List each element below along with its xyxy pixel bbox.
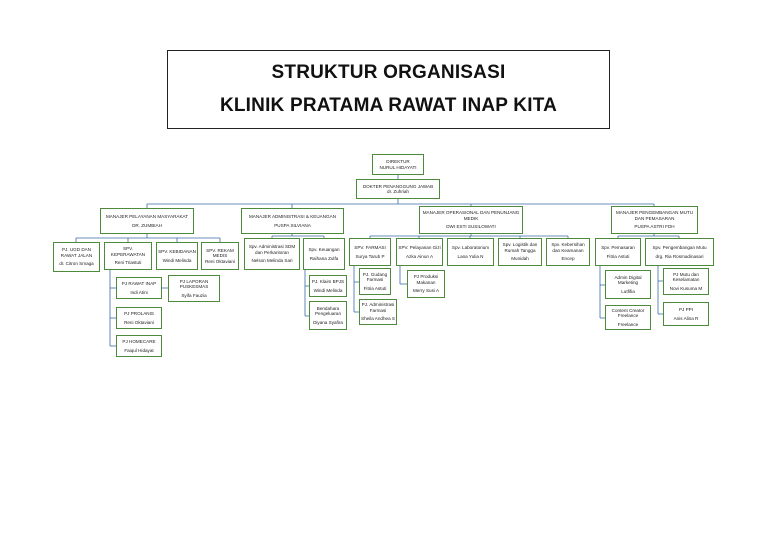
org-node-keperawatan [104, 242, 152, 270]
node-name: DR. ZUMBIAH [132, 222, 162, 228]
org-node-spv-sdm [244, 238, 300, 270]
org-node-manajer-pelayanan [100, 208, 194, 234]
node-name: Anis Alina R [673, 315, 699, 321]
node-name: DWI ESTI SUSILOWATI [446, 224, 496, 230]
node-name: Reni Oktaviani [124, 319, 154, 325]
node-role: MANAJER ADMINISTRASI & KEUANGAN [248, 214, 337, 219]
node-name: Munidah [511, 256, 529, 262]
node-role: DOKTER PENANGGUNG JAWAB [362, 183, 434, 189]
org-node-administrasi-farmasi [359, 299, 397, 325]
node-role: PJ Produksi Makanan [413, 274, 439, 285]
node-role: Spv. Laboratorium [451, 245, 490, 250]
org-node-content-creator [605, 305, 651, 330]
node-role: PJ Mutu dan Keselamatan [672, 271, 700, 283]
node-name: dr. Zuhriah [387, 189, 409, 194]
node-role: PJ. Administrasi Farmasi [361, 302, 395, 313]
node-name: Reni Oktaviani [205, 258, 235, 264]
node-name: Surya Tarub P [355, 253, 385, 259]
node-role: Spv. Pengembangan Mutu [652, 245, 707, 250]
node-role: Content Creator Freelance [611, 307, 645, 319]
node-name: Fitria Astuti [363, 285, 387, 291]
title-line-2: KLINIK PRATAMA RAWAT INAP KITA [219, 95, 558, 116]
org-node-produksi-makanan [407, 270, 445, 298]
org-node-ugd [53, 242, 100, 272]
node-name: Sheila Andhea S [361, 316, 395, 322]
org-node-manajer-pengembangan [611, 206, 698, 234]
node-role: PJ. UGD DAN RAWAT JALAN [60, 247, 93, 258]
node-name: NURUL HIDAYATI [379, 164, 417, 170]
node-role: PJ PPI [678, 307, 694, 312]
node-name: Windi Melinda [313, 287, 343, 293]
node-role: Spv. Logistik dan Rumah Tangga [502, 242, 538, 253]
node-role: SPV. KEPERAWATAN [110, 246, 146, 257]
node-role: PJ LAPORAN PUSKESMAS [179, 278, 209, 290]
org-node-gudang-farmasi [359, 268, 391, 295]
node-role: MANAJER PENGEMBANGAN MUTU DAN PEMASARAN [615, 210, 694, 221]
org-node-prolanis [116, 307, 162, 329]
node-role: PJ. Klaim BPJS [311, 279, 345, 284]
node-name: Merry Susi A [412, 288, 440, 294]
org-node-manajer-administrasi [241, 208, 344, 234]
node-role: Spv. Keuangan [308, 247, 340, 252]
node-role: PJ HOMECARE [122, 339, 156, 344]
node-name: Windi Melinda [162, 257, 192, 263]
org-node-laporan-puskesmas [168, 275, 220, 302]
node-role: Spv. Pemasaran [601, 245, 635, 250]
node-name: Nelson Melinda Sari [251, 258, 293, 264]
node-name: Lana Yulia N [457, 253, 484, 259]
org-node-manajer-operasional [419, 206, 523, 234]
node-role: Admin Digital Marketing [614, 274, 642, 286]
org-node-rawat-inap [116, 277, 162, 299]
node-role: SPV. KEBIDANAN [158, 249, 196, 254]
node-role: PJ RAWAT INAP [121, 281, 157, 286]
org-node-spv-logistik [498, 238, 542, 266]
org-node-spv-mutu [645, 238, 714, 266]
org-node-direktur [372, 154, 424, 175]
node-name: PUSPA SILVIANA [274, 222, 311, 228]
org-node-spv-farmasi [349, 238, 391, 266]
org-node-homecare [116, 335, 162, 357]
org-node-spv-pemasaran [595, 238, 641, 266]
node-role: SPV. REKAM MEDIS [206, 247, 234, 259]
node-role: Bendahara Pengeluaran [314, 305, 342, 317]
node-name: Fitria Astuti [606, 253, 630, 259]
org-node-rekam-medis [201, 242, 239, 270]
node-role: PJ. Gudang Farmasi [362, 271, 388, 283]
node-name: Syifa Fauzia [181, 292, 207, 298]
node-role: SPV. Pelayanan Gizi [398, 245, 441, 250]
node-name: Raihana Zulfa [309, 255, 339, 261]
org-node-dokter-penanggung-jawab [356, 179, 440, 199]
node-name: Lutfifia [621, 288, 635, 294]
org-node-kebidanan [156, 242, 198, 270]
org-node-mutu-keselamatan [663, 268, 709, 295]
node-name: Azka Ainun A [405, 253, 434, 259]
org-node-klaim-bpjs [309, 275, 347, 297]
node-name: dr. Citron Smaga [59, 261, 94, 267]
node-role: DIREKTUR [386, 159, 410, 164]
node-role: MANAJER PELAYANAN MASYARAKAT [105, 214, 189, 219]
org-node-spv-gizi [396, 238, 443, 266]
node-name: Novi Kusuma M [669, 285, 703, 291]
org-node-spv-keuangan [303, 238, 345, 270]
org-node-spv-kebersihan [546, 238, 590, 266]
node-name: Diyana Syafira [313, 319, 343, 325]
title-line-1: STRUKTUR ORGANISASI [271, 62, 506, 83]
node-name: Encep [561, 256, 575, 262]
node-role: Spv. Administrasi SDM dan Perkantoran [248, 244, 296, 255]
org-node-spv-laboratorium [447, 238, 494, 266]
node-role: Spv. Kebersihan dan Keamanan [551, 242, 585, 253]
org-node-ppi [663, 302, 709, 326]
node-role: PJ PROLANIS [124, 311, 154, 316]
node-name: Indi Atini [130, 289, 148, 295]
node-name: PUSPA ASTRI FDH [634, 224, 675, 230]
node-name: Reni Triastuti [114, 260, 142, 266]
node-name: Faiqul Hidayat [124, 347, 154, 353]
node-role: SPV. FARMASI [354, 245, 386, 250]
org-node-bendahara [309, 301, 347, 330]
node-name: Freelance [617, 321, 639, 327]
org-node-admin-digital [605, 270, 651, 299]
node-role: MANAJER OPERASIONAL DAN PENUNJANG MEDIK [422, 210, 520, 221]
node-name: drg. Ria Rosmadinasari [655, 253, 704, 259]
